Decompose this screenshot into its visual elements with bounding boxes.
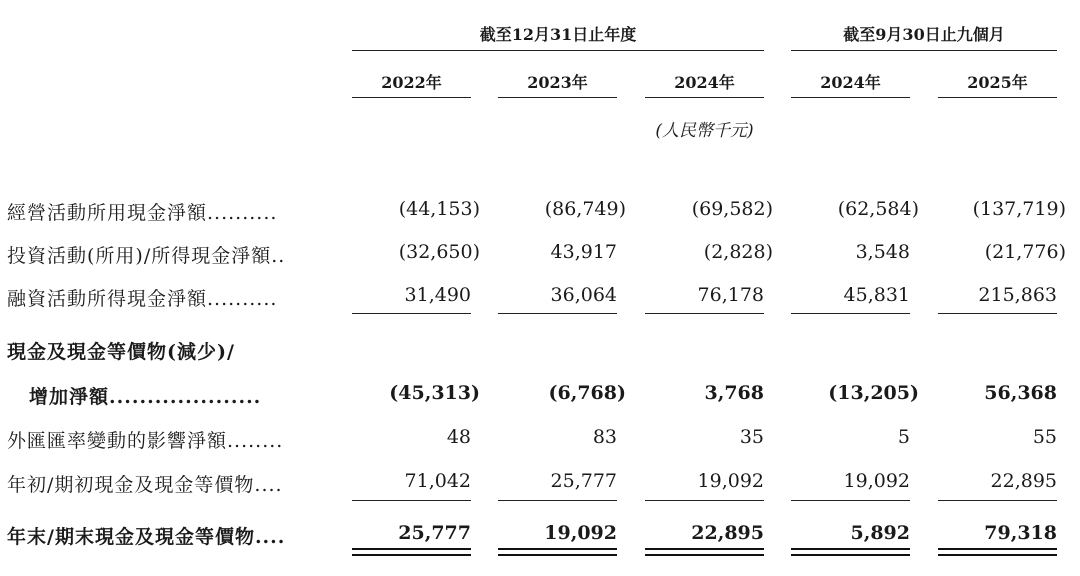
cell: (2,828) bbox=[703, 241, 773, 263]
year-header-2022: 2022年 bbox=[381, 73, 442, 92]
cell: 5 bbox=[897, 426, 910, 448]
cell: (6,768) bbox=[548, 382, 626, 404]
total-double-rule bbox=[352, 548, 471, 556]
total-double-rule bbox=[791, 548, 910, 556]
header-group1-rule bbox=[352, 50, 764, 51]
cell: 56,368 bbox=[984, 382, 1057, 404]
header-group-year-ended: 截至12月31日止年度 bbox=[479, 25, 637, 44]
row-label-net-change-line1: 現金及現金等價物(減少)/ bbox=[7, 341, 235, 363]
subtotal-rule bbox=[352, 500, 471, 501]
cell: (44,153) bbox=[398, 198, 480, 220]
year-rule bbox=[352, 97, 471, 98]
subtotal-rule bbox=[498, 500, 617, 501]
cell: 22,895 bbox=[691, 522, 764, 544]
year-rule bbox=[938, 97, 1057, 98]
cell: (69,582) bbox=[691, 198, 773, 220]
year-header-2024-fy: 2024年 bbox=[674, 73, 735, 92]
year-header-2025-9m: 2025年 bbox=[967, 73, 1028, 92]
cell: 25,777 bbox=[398, 522, 471, 544]
cell: 48 bbox=[446, 426, 471, 448]
cell: 19,092 bbox=[697, 470, 764, 492]
row-label-ending-cash: 年末/期末現金及現金等價物.... bbox=[7, 526, 286, 548]
cell: 76,178 bbox=[697, 284, 764, 306]
cell: 25,777 bbox=[550, 470, 617, 492]
cell: 45,831 bbox=[843, 284, 910, 306]
subtotal-rule bbox=[645, 313, 764, 314]
cell: 31,490 bbox=[404, 284, 471, 306]
row-label-beginning-cash: 年初/期初現金及現金等價物.... bbox=[7, 474, 283, 496]
total-double-rule bbox=[498, 548, 617, 556]
cell: 55 bbox=[1032, 426, 1057, 448]
total-double-rule bbox=[645, 548, 764, 556]
row-label-fx-effect: 外匯匯率變動的影響淨額........ bbox=[7, 430, 284, 452]
cell: 215,863 bbox=[978, 284, 1057, 306]
year-header-2023: 2023年 bbox=[527, 73, 588, 92]
cell: (137,719) bbox=[972, 198, 1066, 220]
subtotal-rule bbox=[352, 313, 471, 314]
year-rule bbox=[645, 97, 764, 98]
subtotal-rule bbox=[791, 313, 910, 314]
subtotal-rule bbox=[791, 500, 910, 501]
year-rule bbox=[498, 97, 617, 98]
cell: (86,749) bbox=[544, 198, 626, 220]
cell: 36,064 bbox=[550, 284, 617, 306]
cell: (62,584) bbox=[837, 198, 919, 220]
row-label-financing: 融資活動所得現金淨額.......... bbox=[7, 288, 278, 310]
cell: 5,892 bbox=[850, 522, 910, 544]
cell: 43,917 bbox=[550, 241, 617, 263]
subtotal-rule bbox=[938, 313, 1057, 314]
cell: 3,548 bbox=[855, 241, 910, 263]
cell: 22,895 bbox=[990, 470, 1057, 492]
cell: 19,092 bbox=[843, 470, 910, 492]
total-double-rule bbox=[938, 548, 1057, 556]
cell: (45,313) bbox=[389, 382, 480, 404]
cell: (21,776) bbox=[984, 241, 1066, 263]
cell: 19,092 bbox=[544, 522, 617, 544]
unit-label: (人民幣千元) bbox=[655, 121, 754, 141]
subtotal-rule bbox=[938, 500, 1057, 501]
year-header-2024-9m: 2024年 bbox=[820, 73, 881, 92]
header-group2-rule bbox=[791, 50, 1057, 51]
row-label-investing: 投資活動(所用)/所得現金淨額.. bbox=[7, 245, 286, 267]
subtotal-rule bbox=[645, 500, 764, 501]
row-label-operating: 經營活動所用現金淨額.......... bbox=[7, 202, 278, 224]
cell: (32,650) bbox=[398, 241, 480, 263]
cell: 71,042 bbox=[404, 470, 471, 492]
cell: (13,205) bbox=[828, 382, 919, 404]
cell: 3,768 bbox=[704, 382, 764, 404]
header-group-nine-months: 截至9月30日止九個月 bbox=[843, 25, 1005, 44]
cell: 79,318 bbox=[984, 522, 1057, 544]
year-rule bbox=[791, 97, 910, 98]
subtotal-rule bbox=[498, 313, 617, 314]
cell: 35 bbox=[739, 426, 764, 448]
row-label-net-change-line2: 增加淨額.................... bbox=[29, 386, 262, 408]
cell: 83 bbox=[592, 426, 617, 448]
